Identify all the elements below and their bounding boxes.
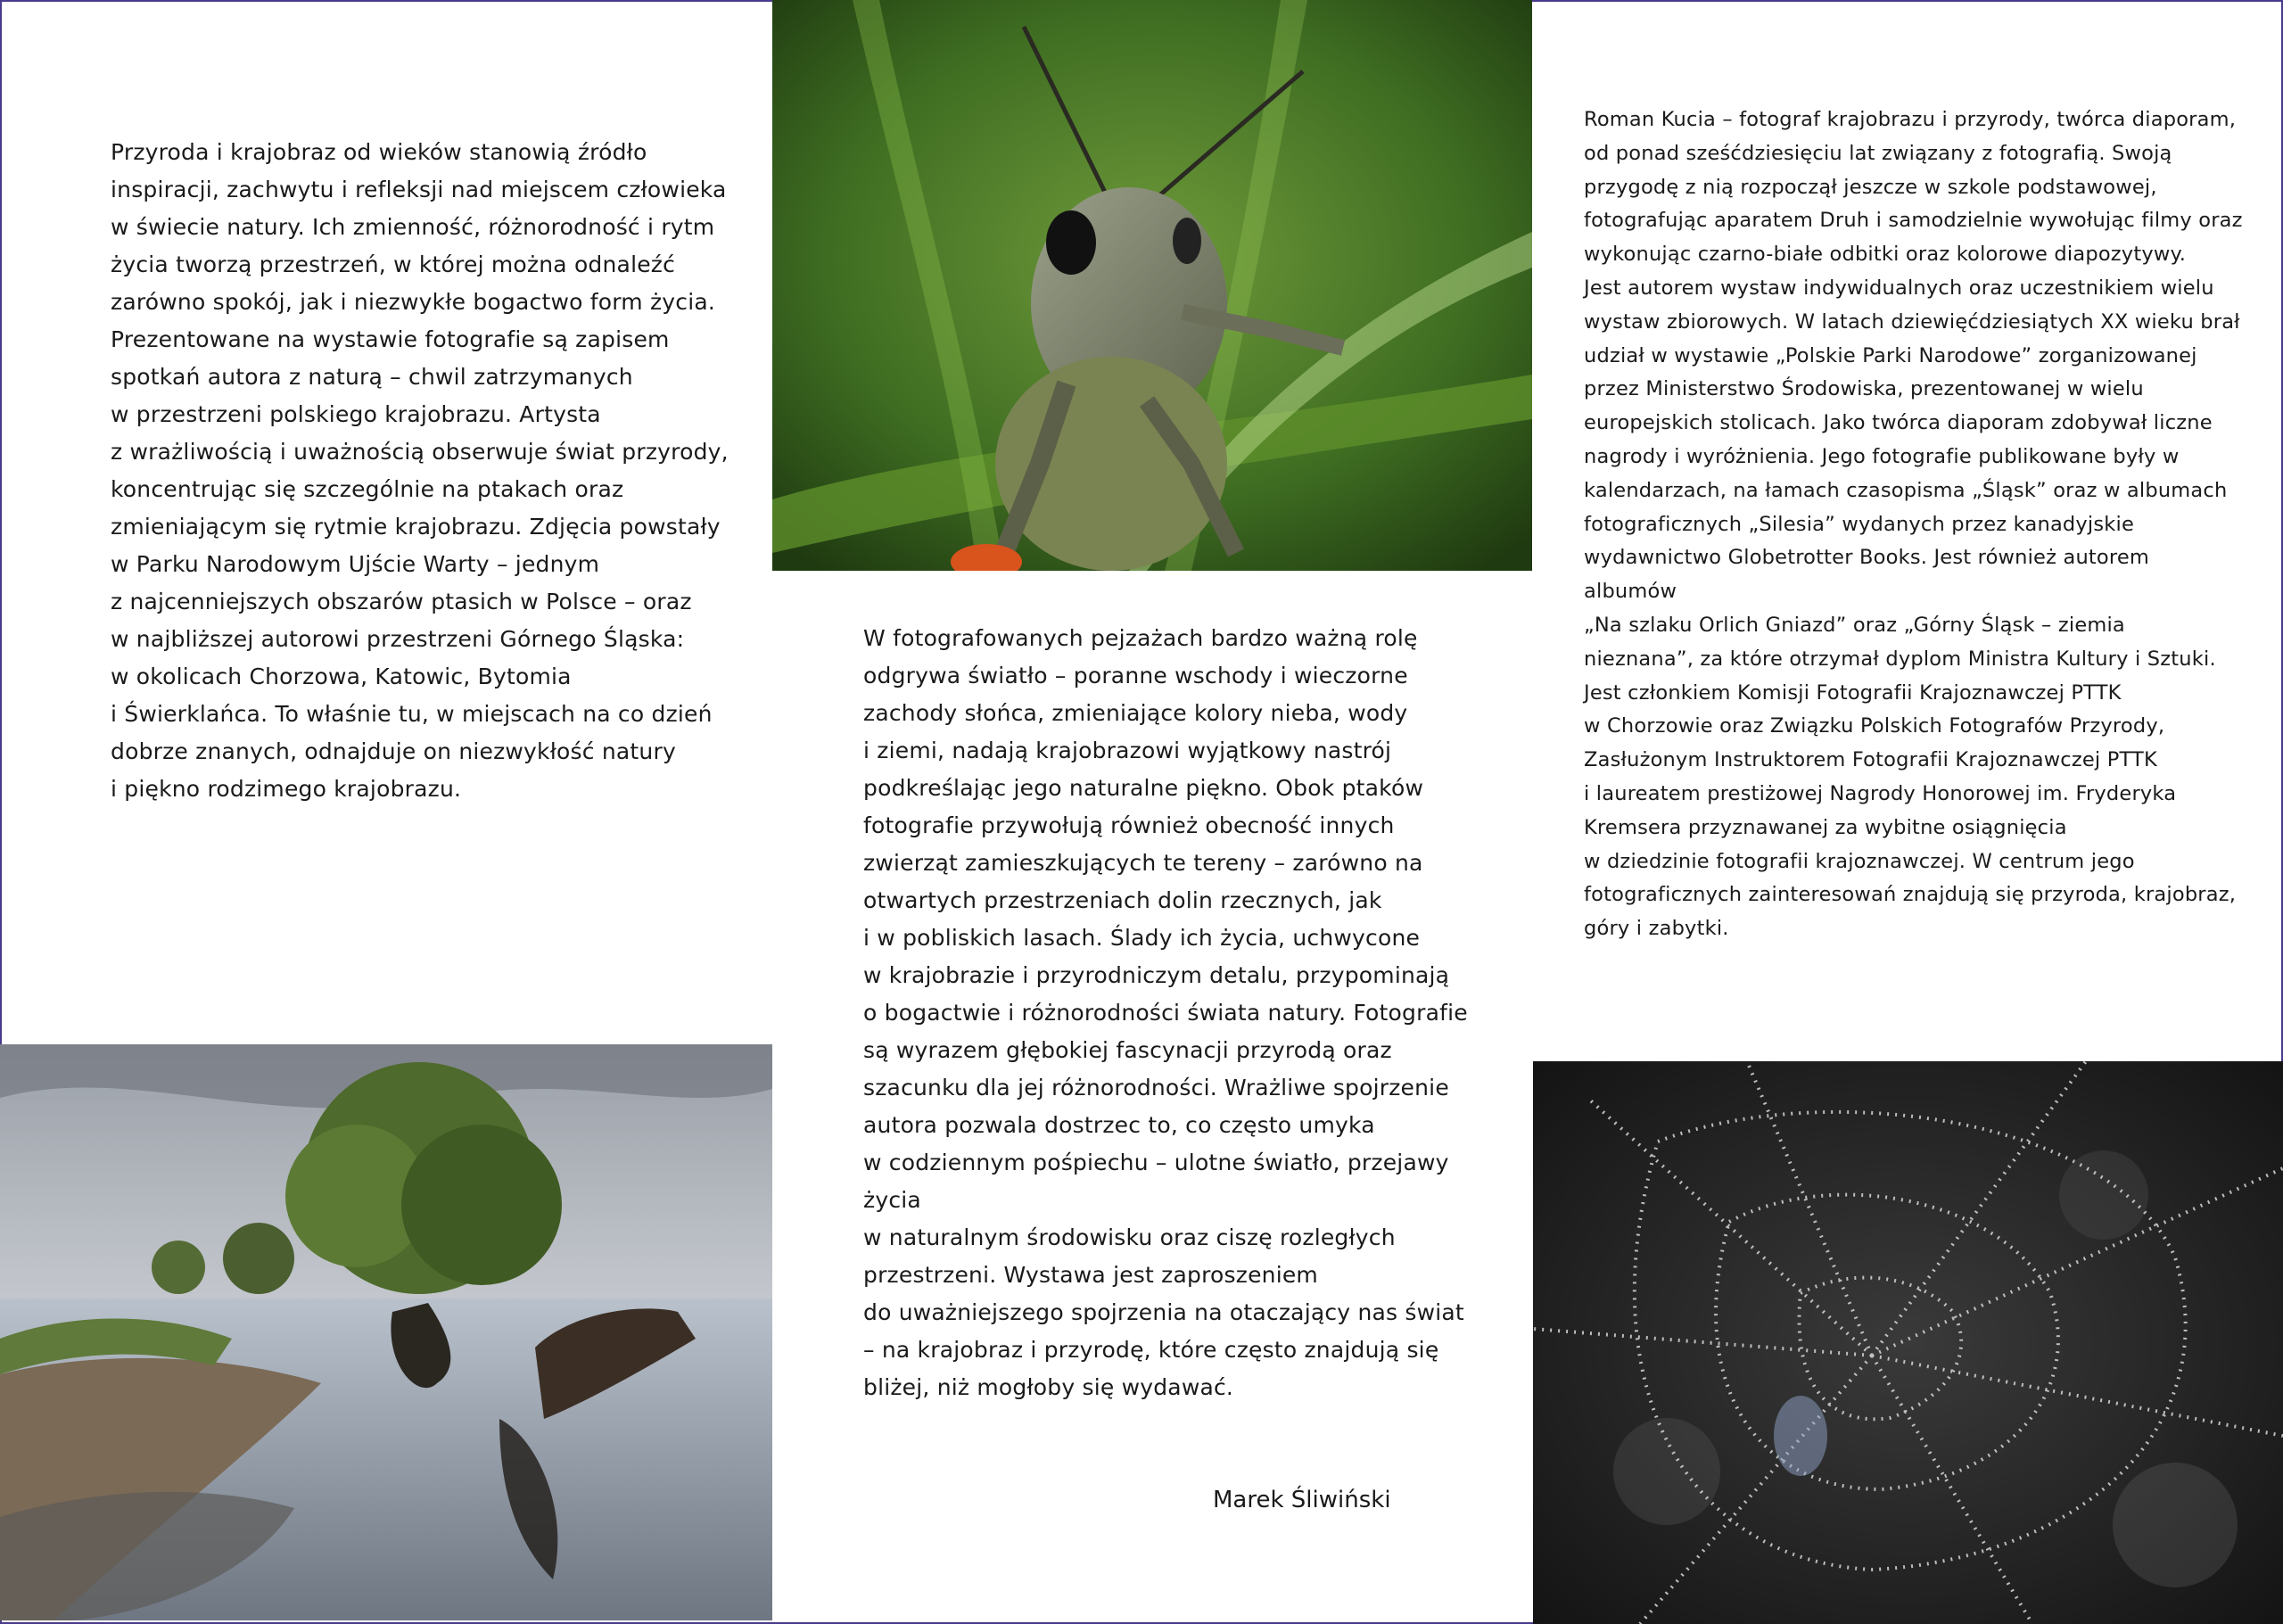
landscape-photo — [0, 1044, 772, 1620]
intro-text: Przyroda i krajobraz od wieków stanowią źródło inspiracji, zachwytu i refleksji nad miejscem człowieka w świecie natury. Ich zmienność, różnorodność i rytm życia tworzą przestrzeń, w której można odnaleźć zarówno spokój, jak i niezwykłe bogactwo form życia. Prezentowane na wystawie fotografie są zapisem spotkań autora z naturą – chwil zatrzymanych w przestrzeni polskiego krajobrazu. Artysta z wrażliwością i uważnością obserwuje świat przyrody, koncentrując się szczególnie na ptakach oraz zmieniającym się rytmie krajobrazu. Zdjęcia powstały w Parku Narodowym Ujście Warty – jednym z najcenniejszych obszarów ptasich w Polsce – oraz w najbliższej autorowi przestrzeni Górnego Śląska: w okolicach Chorzowa, Katowic, Bytomia i Świerklańca. To właśnie tu, w miejscach na co dzień dobrze znanych, odnajduje on niezwykłość natury i piękno rodzimego krajobrazu. — [111, 139, 729, 802]
photographer-bio: Roman Kucia – fotograf krajobrazu i przyrody, twórca diaporam, od ponad sześćdziesięciu lat związany z fotografią. Swoją przygodę z nią rozpoczął jeszcze w szkole podstawowej, fotografując aparatem Druh i samodzielnie wywołując filmy oraz wykonując czarno-białe odbitki oraz kolorowe diapozytywy. Jest autorem wystaw indywidualnych oraz uczestnikiem wielu wystaw zbiorowych. W latach dziewięćdziesiątych XX wieku brał udział w wystawie „Polskie Parki Narodowe” zorganizowanej przez Ministerstwo Środowiska, prezentowanej w wielu europejskich stolicach. Jako twórca diaporam zdobywał liczne nagrody i wyróżnienia. Jego fotografie publikowane były w kalendarzach, na łamach czasopisma „Śląsk” oraz w albumach fotograficznych „Silesia” wydanych przez kanadyjskie wydawnictwo Globetrotter Books. Jest również autorem albumów „Na szlaku Orlich Gniazd” oraz „Górny Śląsk – ziemia nieznana”, za które otrzymał dyplom Ministra Kultury i Sztuki. Jest członkiem Komisji Fotografii Krajoznawczej PTTK w Chorzowie oraz Związku Polskich Fotografów Przyrody, Zasłużonym Instruktorem Fotografii Krajoznawczej PTTK i laureatem prestiżowej Nagrody Honorowej im. Fryderyka Kremsera przyznawanej za wybitne osiągnięcia w dziedzinie fotografii krajoznawczej. W centrum jego fotograficznych zainteresowań znajdują się przyroda, krajobraz, góry i zabytki. — [1584, 108, 2243, 941]
middle-text: W fotografowanych pejzażach bardzo ważną rolę odgrywa światło – poranne wschody i wieczorne zachody słońca, zmieniające kolory nieba, wody i ziemi, nadają krajobrazowi wyjątkowy nastrój podkreślając jego naturalne piękno. Obok ptaków fotografie przywołują również obecność innych zwierząt zamieszkujących te tereny – zarówno na otwartych przestrzeniach dolin rzecznych, jak i w pobliskich lasach. Ślady ich życia, uchwycone w krajobrazie i przyrodniczym detalu, przypominają o bogactwie i różnorodności świata natury. Fotografie są wyrazem głębokiej fascynacji przyrodą oraz szacunku dla jej różnorodności. Wrażliwe spojrzenie autora pozwala dostrzec to, co często umyka w codziennym pośpiechu – ulotne światło, przejawy życia w naturalnym środowisku oraz ciszę rozległych przestrzeni. Wystawa jest zaproszeniem do uważniejszego spojrzenia na otaczający nas świat – na krajobraz i przyrodę, które często znajdują się bliżej, niż mogłoby się wydawać. — [863, 625, 1468, 1400]
spiderweb-photo — [1533, 1061, 2283, 1624]
grasshopper-photo — [772, 0, 1532, 571]
author-signature: Marek Śliwiński — [1213, 1487, 1391, 1513]
